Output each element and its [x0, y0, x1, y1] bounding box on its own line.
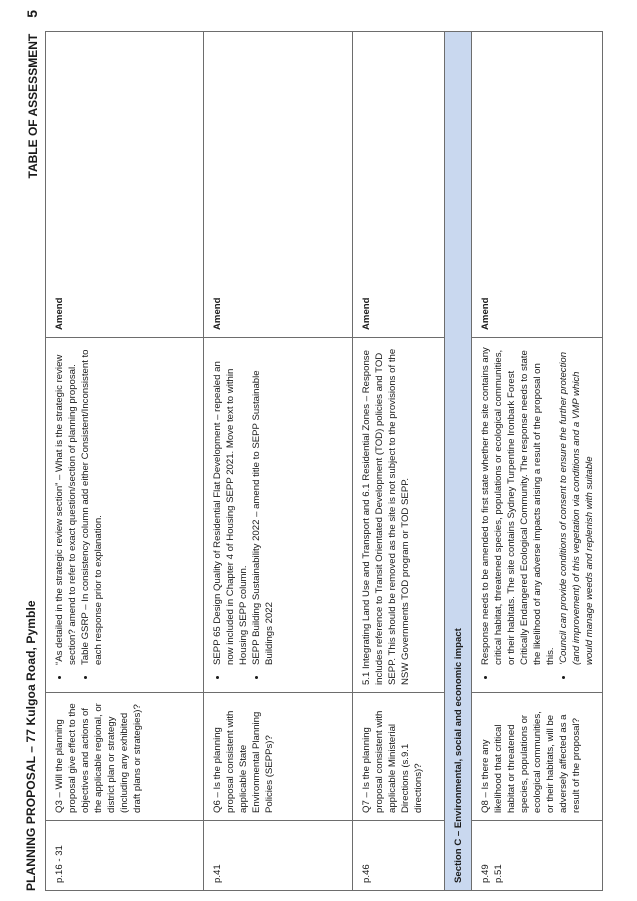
page-ref-cell: p.41: [204, 821, 353, 891]
list-item: • Response needs to be amended to first state whether the site contains any critical habitat, threatened species, populations or ecological communities, or their habitats. The site contains Sydney Turpentine Ironbark Forest Critically Endangered Ecological Community. The response needs to state the likelihood of any adverse impacts arising a result of the proposal on this.: [479, 345, 557, 667]
question-cell: Q7 – Is the planning proposal consistent with applicable Ministerial Directions (s.9.1 directions)?: [353, 693, 445, 821]
action-cell: Amend: [204, 32, 353, 338]
section-header-row: [445, 32, 472, 891]
page-ref-cell: p.49 p.51: [472, 821, 603, 891]
page-ref-cell: p.46: [353, 821, 445, 891]
question-cell: Q3 – Will the planning proposal give effect to the objectives and actions of the applicable regional, or district plan or strategy (including any exhibited draft plans or strategies)?: [46, 693, 204, 821]
comment-cell: 5.1 Integrating Land Use and Transport and 6.1 Residential Zones – Response includes reference to Transit Orientated Development (TOD) policies and TOD SEPP. This should be removed as the site is not subject to the provisions of the NSW Governments TOD program or TOD SEPP.: [353, 338, 445, 693]
list-item: • “As detailed in the strategic review section” – What is the strategic review section? amend to refer to exact question/section of planning proposal.: [53, 345, 79, 667]
list-item: • SEPP Building Sustainability 2022 – amend title to SEPP Sustainable Buildings 2022: [250, 345, 276, 667]
list-item: • SEPP 65 Design Quality of Residential Flat Development – repealed an now included in Chapter 4 of Housing SEPP 2021. Move text to within Housing SEPP column.: [211, 345, 250, 667]
page-number: 5: [24, 10, 40, 18]
table-row: [204, 32, 353, 891]
comment-cell: [472, 338, 603, 693]
assessment-table: [45, 31, 603, 891]
action-cell: Amend: [472, 32, 603, 338]
list-item: • ‘Council can provide conditions of consent to ensure the further protection (and improvement) of this vegetation via conditions and a VMP which would manage weeds and replenish with suitable: [557, 345, 596, 667]
table-row: [46, 32, 204, 891]
section-title: Section C – Environmental, social and economic impact: [445, 32, 472, 891]
table-row: [353, 32, 445, 891]
question-cell: Q8 – Is there any likelihood that critical habitat or threatened species, populations or ecological communities, or their habitats, will be adversely affected as a result of the proposal?: [472, 693, 603, 821]
header-right: [24, 10, 40, 178]
list-item: • Table GSRP – In consistency column add either Consistent/Inconsistent to each response prior to explanation.: [79, 345, 105, 667]
action-cell: Amend: [46, 32, 204, 338]
document-title: PLANNING PROPOSAL – 77 Kulgoa Road, Pymble: [24, 600, 38, 891]
question-cell: Q6 – Is the planning proposal consistent with applicable State Environmental Planning Policies (SEPPs)?: [204, 693, 353, 821]
comment-cell: [46, 338, 204, 693]
page-ref-cell: p.16 - 31: [46, 821, 204, 891]
comment-cell: [204, 338, 353, 693]
action-cell: Amend: [353, 32, 445, 338]
table-row: [472, 32, 603, 891]
table-title: TABLE OF ASSESSMENT: [26, 33, 40, 179]
